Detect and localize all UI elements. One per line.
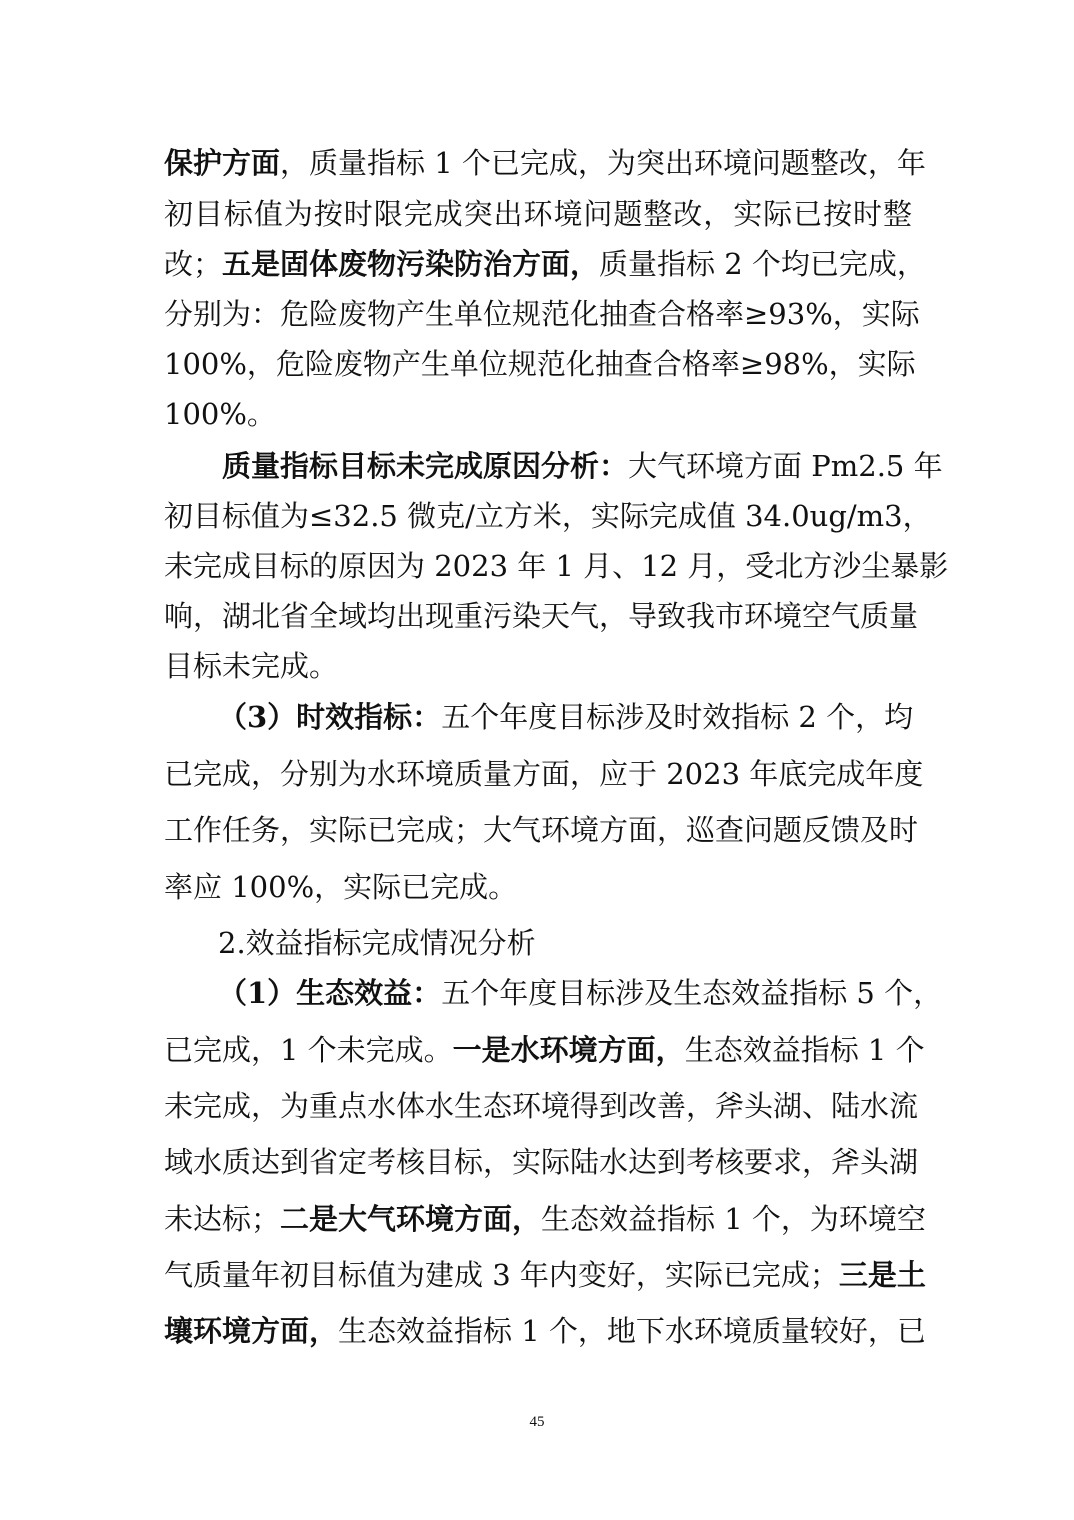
bold-heading: 保护方面 — [164, 146, 281, 180]
text-run: 生态效益指标 1 个，为环境空 — [541, 1202, 926, 1236]
text-line-19 — [164, 1089, 919, 1123]
text-run: 域水质达到省定考核目标，实际陆水达到考核要求，斧头湖 — [164, 1145, 919, 1179]
text-run: 已完成，分别为水环境质量方面，应于 2023 年底完成年度 — [164, 757, 924, 791]
text-line-1 — [164, 146, 926, 180]
text-run: 初目标值为按时限完成突出环境问题整改，实际已按时整 — [164, 197, 912, 231]
section-heading — [218, 926, 912, 960]
text-line-6 — [164, 397, 912, 431]
text-line-23 — [164, 1314, 926, 1348]
text-line-2 — [164, 197, 912, 231]
text-run: 未达标； — [164, 1202, 281, 1236]
text-run: 五个年度目标涉及生态效益指标 5 个， — [441, 976, 943, 1010]
text-line-8 — [164, 499, 932, 533]
text-run: 气质量年初目标值为建成 3 年内变好，实际已完成； — [164, 1258, 839, 1292]
text-line-4 — [164, 297, 920, 331]
bold-heading: 壤环境方面， — [164, 1314, 339, 1348]
text-line-5 — [164, 347, 916, 381]
text-line-14 — [164, 813, 919, 847]
text-line-18 — [164, 1033, 925, 1067]
text-line-20 — [164, 1145, 919, 1179]
text-run: 初目标值为≤32.5 微克/立方米，实际完成值 34.0ug/m3， — [164, 499, 932, 533]
text-line-9 — [164, 549, 949, 583]
text-run: ，质量指标 1 个已完成，为突出环境问题整改，年 — [280, 146, 926, 180]
text-line-17 — [218, 976, 943, 1010]
text-run: 目标未完成。 — [164, 649, 339, 683]
text-line-10 — [164, 599, 919, 633]
text-run: 生态效益指标 1 个 — [684, 1033, 925, 1067]
text-run: 分别为：危险废物产生单位规范化抽查合格率≥93%，实际 — [164, 297, 920, 331]
bold-heading: 质量指标目标未完成原因分析： — [222, 449, 629, 483]
text-line-11 — [164, 649, 912, 683]
text-run: 率应 100%，实际已完成。 — [164, 870, 518, 904]
text-run: 100%。 — [164, 397, 276, 431]
text-run: 五个年度目标涉及时效指标 2 个，均 — [441, 700, 914, 734]
text-line-3 — [164, 247, 926, 281]
text-run: 工作任务，实际已完成；大气环境方面，巡查问题反馈及时 — [164, 813, 919, 847]
page-number: 45 — [529, 1414, 545, 1430]
text-line-21 — [164, 1202, 926, 1236]
text-run: 改； — [164, 247, 223, 281]
text-run: 2.效益指标完成情况分析 — [218, 926, 536, 960]
text-run: 已完成，1 个未完成。 — [164, 1033, 453, 1067]
text-run: 100%，危险废物产生单位规范化抽查合格率≥98%，实际 — [164, 347, 916, 381]
text-line-7 — [222, 449, 943, 483]
text-run: 未完成，为重点水体水生态环境得到改善，斧头湖、陆水流 — [164, 1089, 919, 1123]
text-run: 响，湖北省全域均出现重污染天气，导致我市环境空气质量 — [164, 599, 919, 633]
text-run: 质量指标 2 个均已完成， — [599, 247, 926, 281]
bold-heading: 二是大气环境方面， — [280, 1202, 542, 1236]
text-run: 生态效益指标 1 个，地下水环境质量较好，已 — [338, 1314, 926, 1348]
bold-heading: 三是土 — [838, 1258, 926, 1292]
bold-heading: 一是水环境方面， — [452, 1033, 685, 1067]
bold-heading: 五是固体废物污染防治方面， — [222, 247, 600, 281]
text-line-12 — [218, 700, 912, 734]
bold-heading: （3）时效指标： — [218, 700, 442, 734]
text-line-15 — [164, 870, 912, 904]
text-run: 未完成目标的原因为 2023 年 1 月、12 月，受北方沙尘暴影 — [164, 549, 949, 583]
text-line-13 — [164, 757, 924, 791]
text-line-22 — [164, 1258, 926, 1292]
bold-heading: （1）生态效益： — [218, 976, 442, 1010]
text-run: 大气环境方面 Pm2.5 年 — [628, 449, 943, 483]
